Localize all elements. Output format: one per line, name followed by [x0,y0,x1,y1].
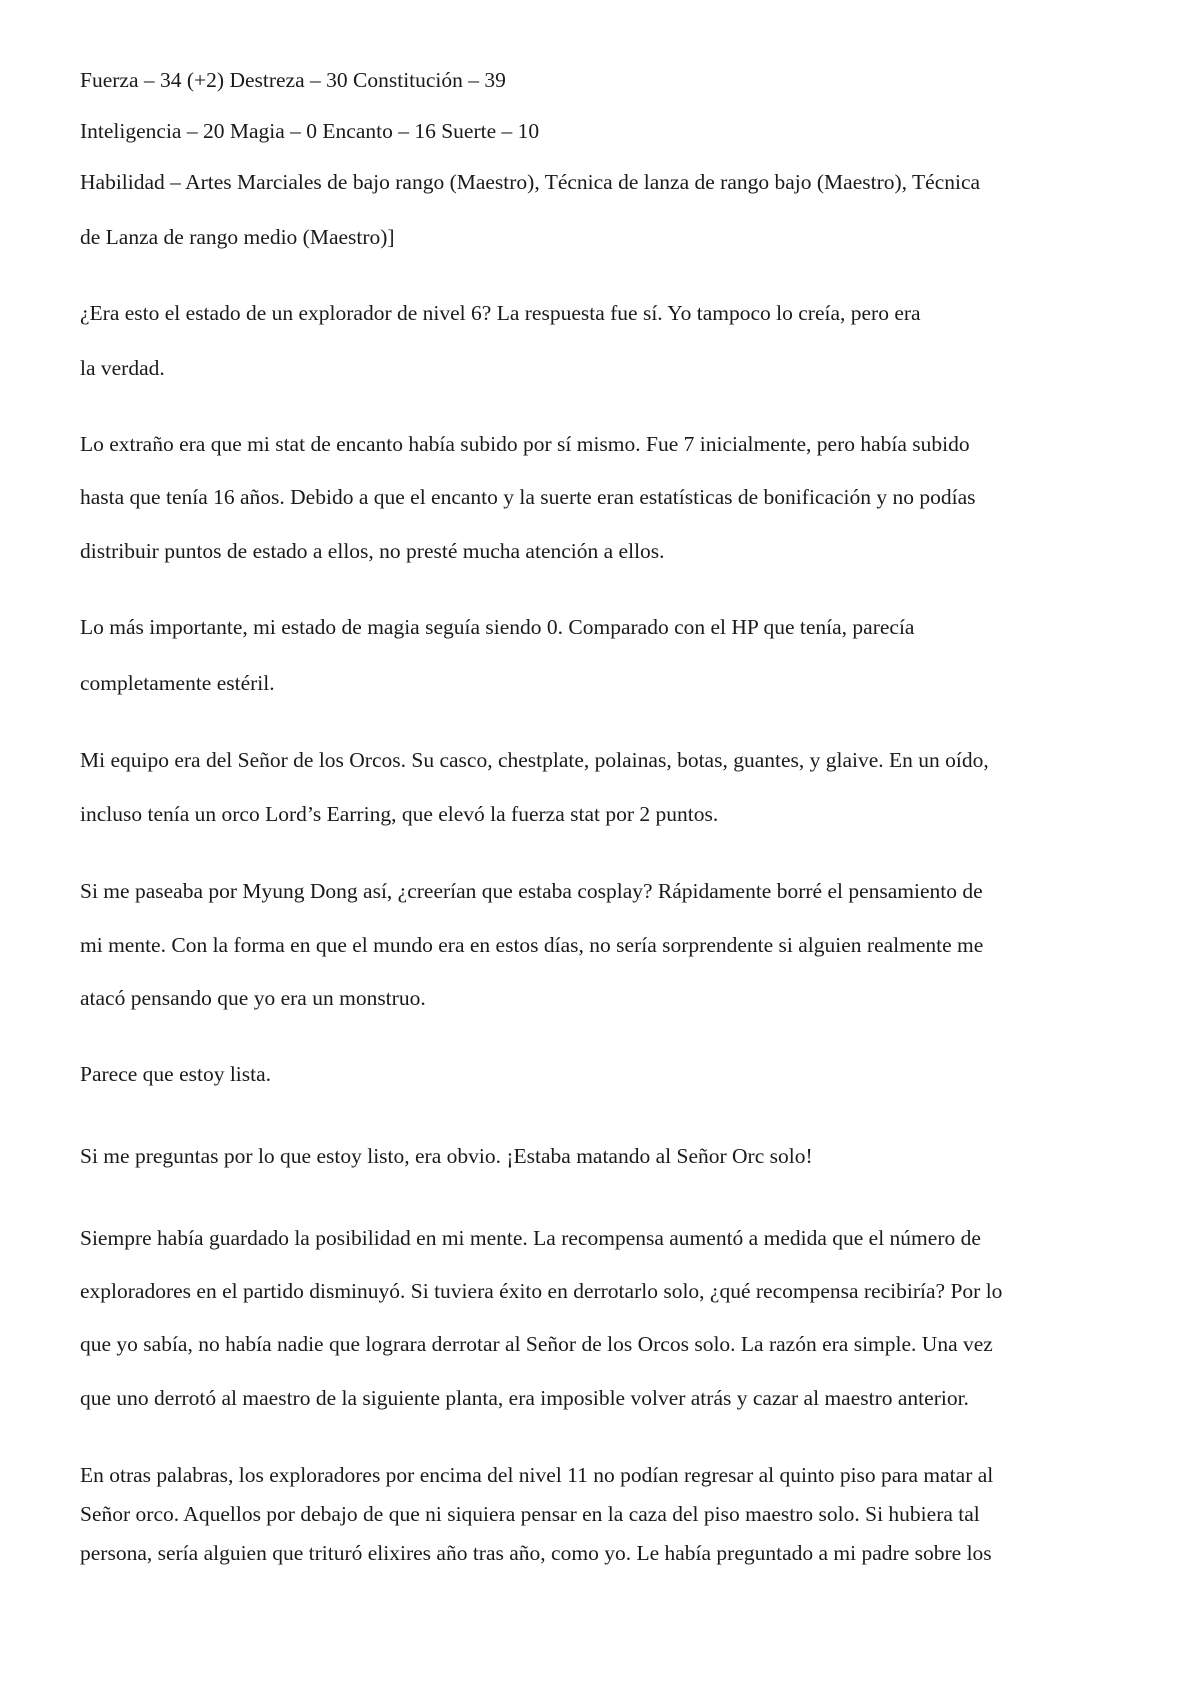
text-line: ¿Era esto el estado de un explorador de nivel 6? La respuesta fue sí. Yo tampoco lo creía, pero era [80,301,921,325]
text-line: que uno derrotó al maestro de la siguiente planta, era imposible volver atrás y cazar al maestro anterior. [80,1386,969,1410]
text-line: Siempre había guardado la posibilidad en mi mente. La recompensa aumentó a medida que el número de [80,1226,981,1250]
text-line: la verdad. [80,356,165,380]
text-line: Inteligencia – 20 Magia – 0 Encanto – 16 Suerte – 10 [80,119,540,143]
text-line: hasta que tenía 16 años. Debido a que el encanto y la suerte eran estatísticas de bonificación y no podías [80,485,976,509]
text-line: Lo más importante, mi estado de magia seguía siendo 0. Comparado con el HP que tenía, parecía [80,615,915,639]
text-line: Mi equipo era del Señor de los Orcos. Su casco, chestplate, polainas, botas, guantes, y glaive. En un oído, [80,748,989,772]
text-line: Señor orco. Aquellos por debajo de que ni siquiera pensar en la caza del piso maestro solo. Si hubiera tal [80,1502,980,1526]
text-line: mi mente. Con la forma en que el mundo era en estos días, no sería sorprendente si alguien realmente me [80,933,984,957]
text-line: Si me paseaba por Myung Dong así, ¿creerían que estaba cosplay? Rápidamente borré el pensamiento de [80,879,983,903]
text-line: completamente estéril. [80,671,275,695]
text-line: Fuerza – 34 (+2) Destreza – 30 Constitución – 39 [80,68,506,92]
text-line: En otras palabras, los exploradores por encima del nivel 11 no podían regresar al quinto piso para matar al [80,1463,994,1487]
text-line: Si me preguntas por lo que estoy listo, era obvio. ¡Estaba matando al Señor Orc solo! [80,1144,813,1168]
text-line: Habilidad – Artes Marciales de bajo rango (Maestro), Técnica de lanza de rango bajo (Maestro), Técnica [80,170,981,194]
text-line: Parece que estoy lista. [80,1062,272,1086]
text-line: de Lanza de rango medio (Maestro)] [80,225,395,249]
text-line: persona, sería alguien que trituró elixires año tras año, como yo. Le había preguntado a mi padre sobre los [80,1541,992,1565]
text-line: Lo extraño era que mi stat de encanto había subido por sí mismo. Fue 7 inicialmente, pero había subido [80,432,970,456]
text-line: que yo sabía, no había nadie que lograra derrotar al Señor de los Orcos solo. La razón era simple. Una vez [80,1332,993,1356]
text-line: incluso tenía un orco Lord’s Earring, que elevó la fuerza stat por 2 puntos. [80,802,719,826]
text-line: exploradores en el partido disminuyó. Si tuviera éxito en derrotarlo solo, ¿qué recompensa recibiría? Por lo [80,1279,1003,1303]
text-line: atacó pensando que yo era un monstruo. [80,986,426,1010]
text-line: distribuir puntos de estado a ellos, no presté mucha atención a ellos. [80,539,665,563]
